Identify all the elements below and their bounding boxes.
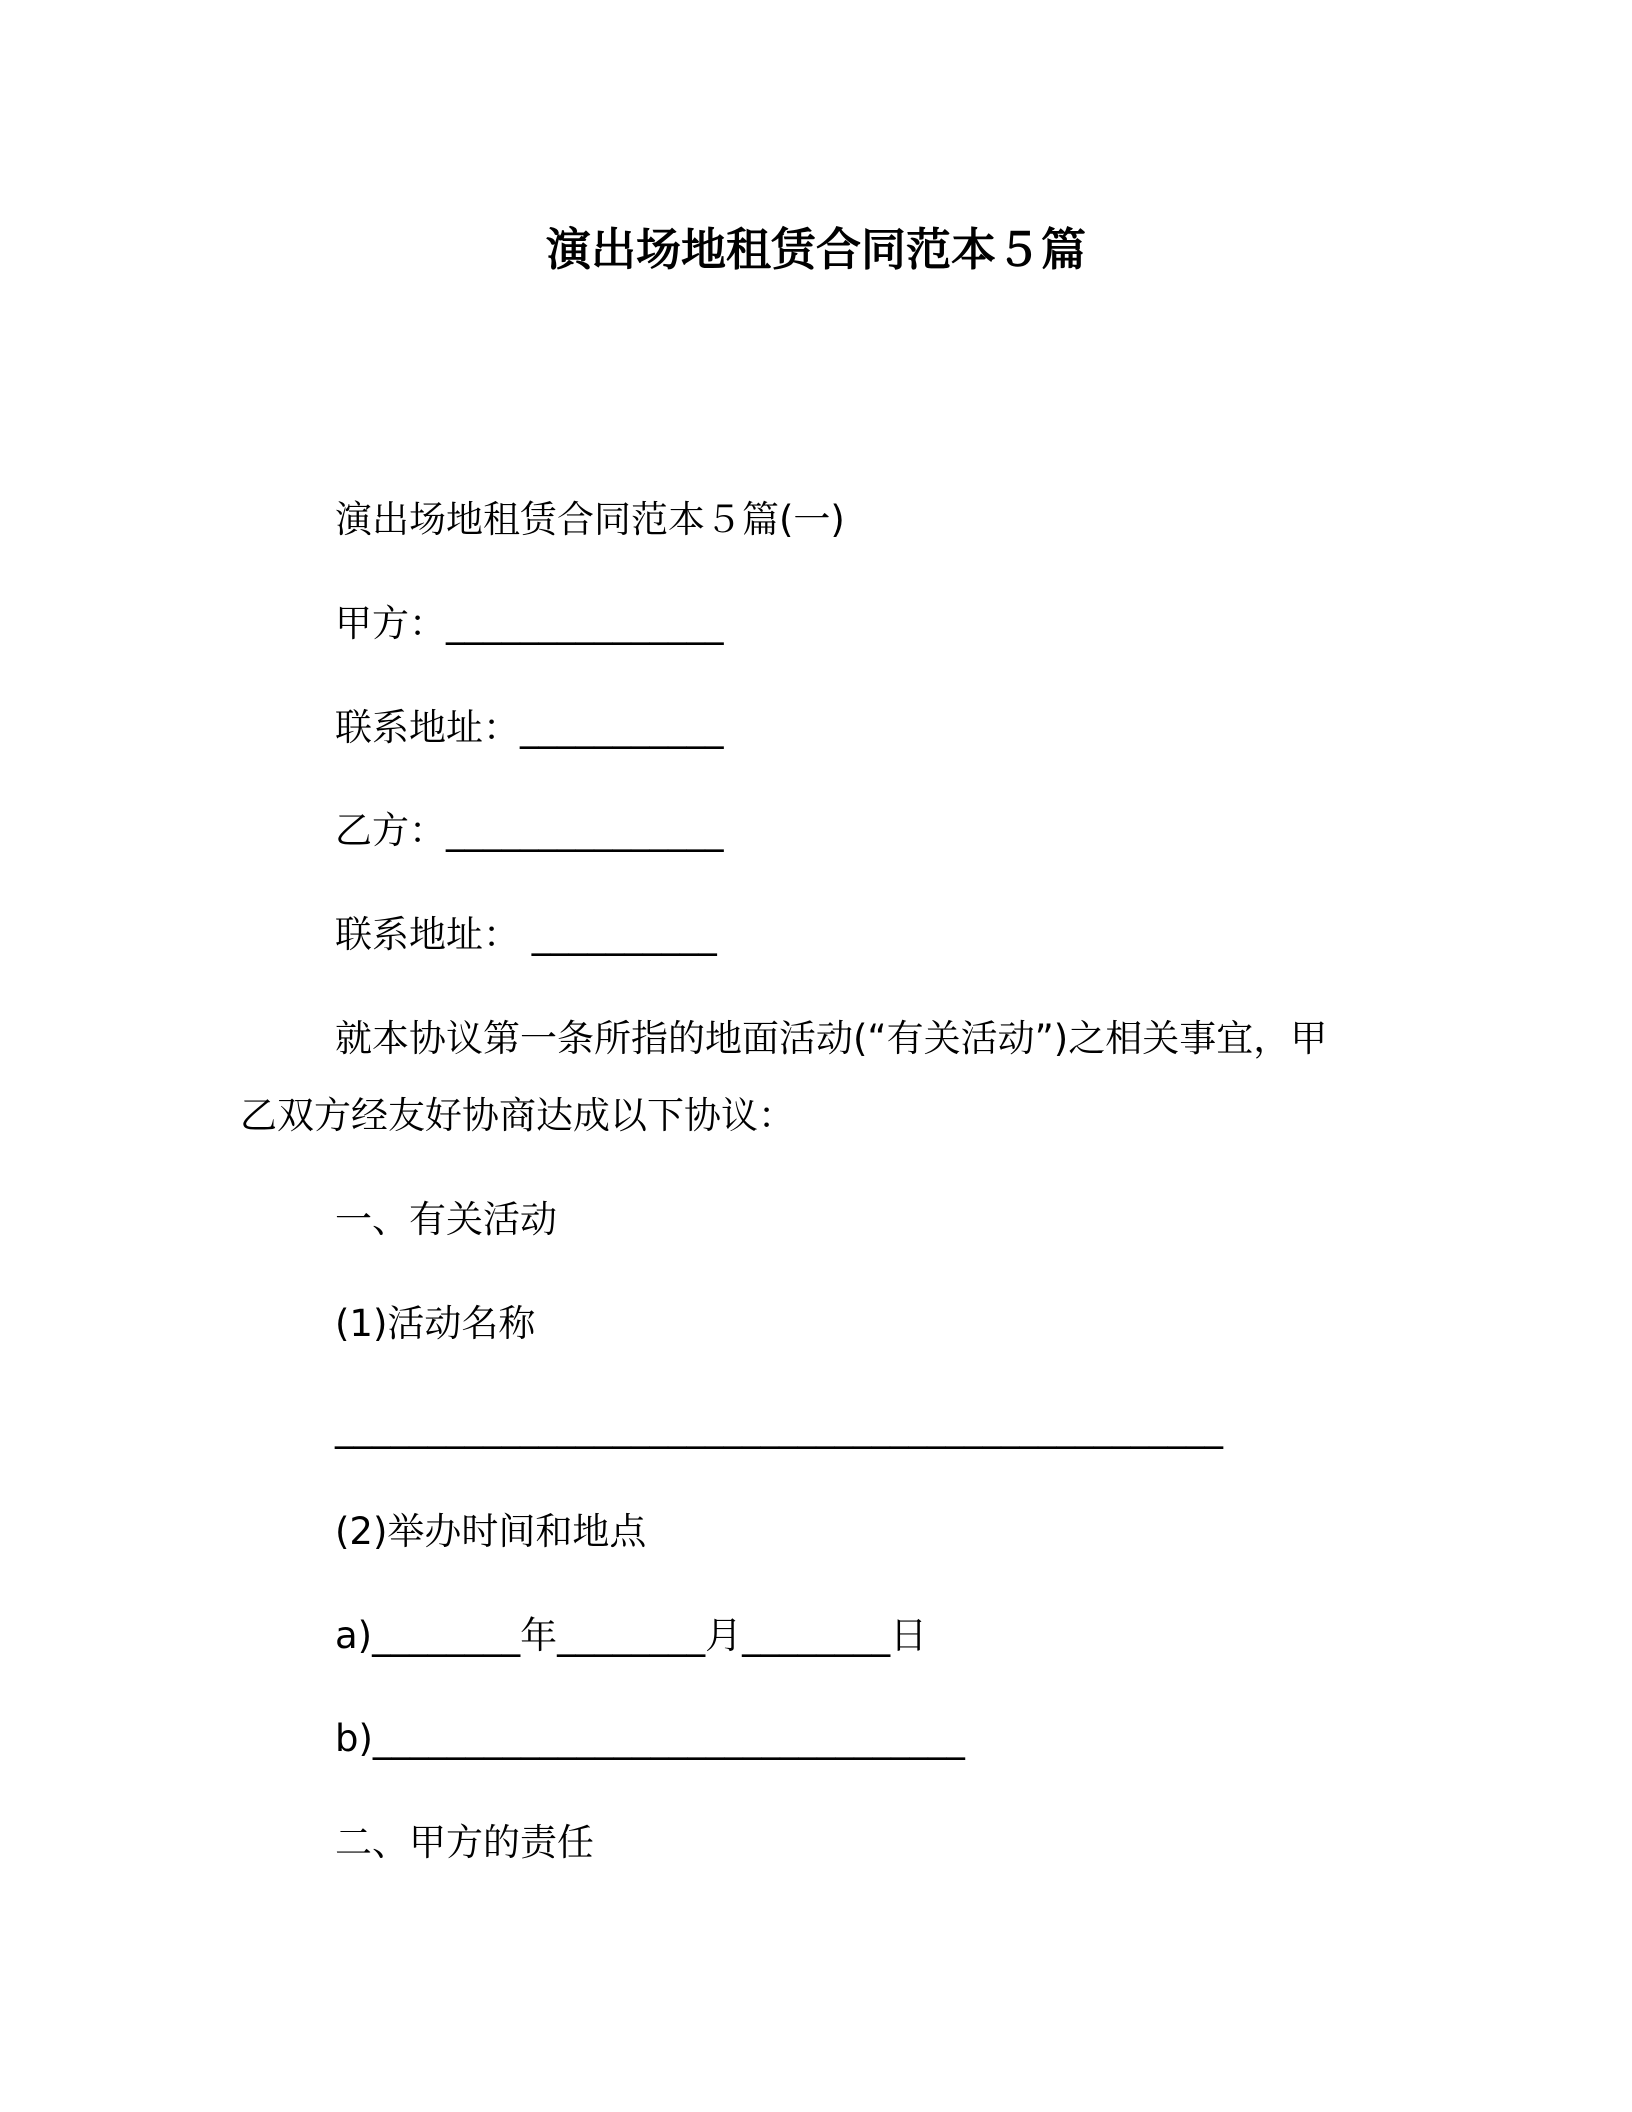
clause-2-heading: 二、甲方的责任 [335, 1821, 594, 1864]
party-a-address-field: 联系地址：___________ [335, 706, 724, 749]
document-title: 演出场地租赁合同范本５篇 [545, 223, 1086, 276]
activity-name-label: (1)活动名称 [335, 1302, 536, 1345]
section-heading: 演出场地租赁合同范本５篇(一) [335, 498, 845, 541]
party-a-field: 甲方：_______________ [335, 602, 724, 645]
party-b-field: 乙方：_______________ [335, 809, 724, 852]
date-blank-line: a)________年________月________日 [335, 1614, 928, 1657]
party-b-address-field: 联系地址： __________ [335, 913, 717, 956]
intro-paragraph-line-1: 就本协议第一条所指的地面活动(“有关活动”)之相关事宜，甲 [335, 1017, 1328, 1060]
time-place-label: (2)举办时间和地点 [335, 1510, 647, 1553]
intro-paragraph-line-2: 乙双方经友好协商达成以下协议： [240, 1094, 795, 1137]
clause-1-heading: 一、有关活动 [335, 1198, 557, 1241]
place-blank-line: b)________________________________ [335, 1717, 965, 1760]
activity-name-blank: ________________________________________________ [335, 1406, 1223, 1449]
